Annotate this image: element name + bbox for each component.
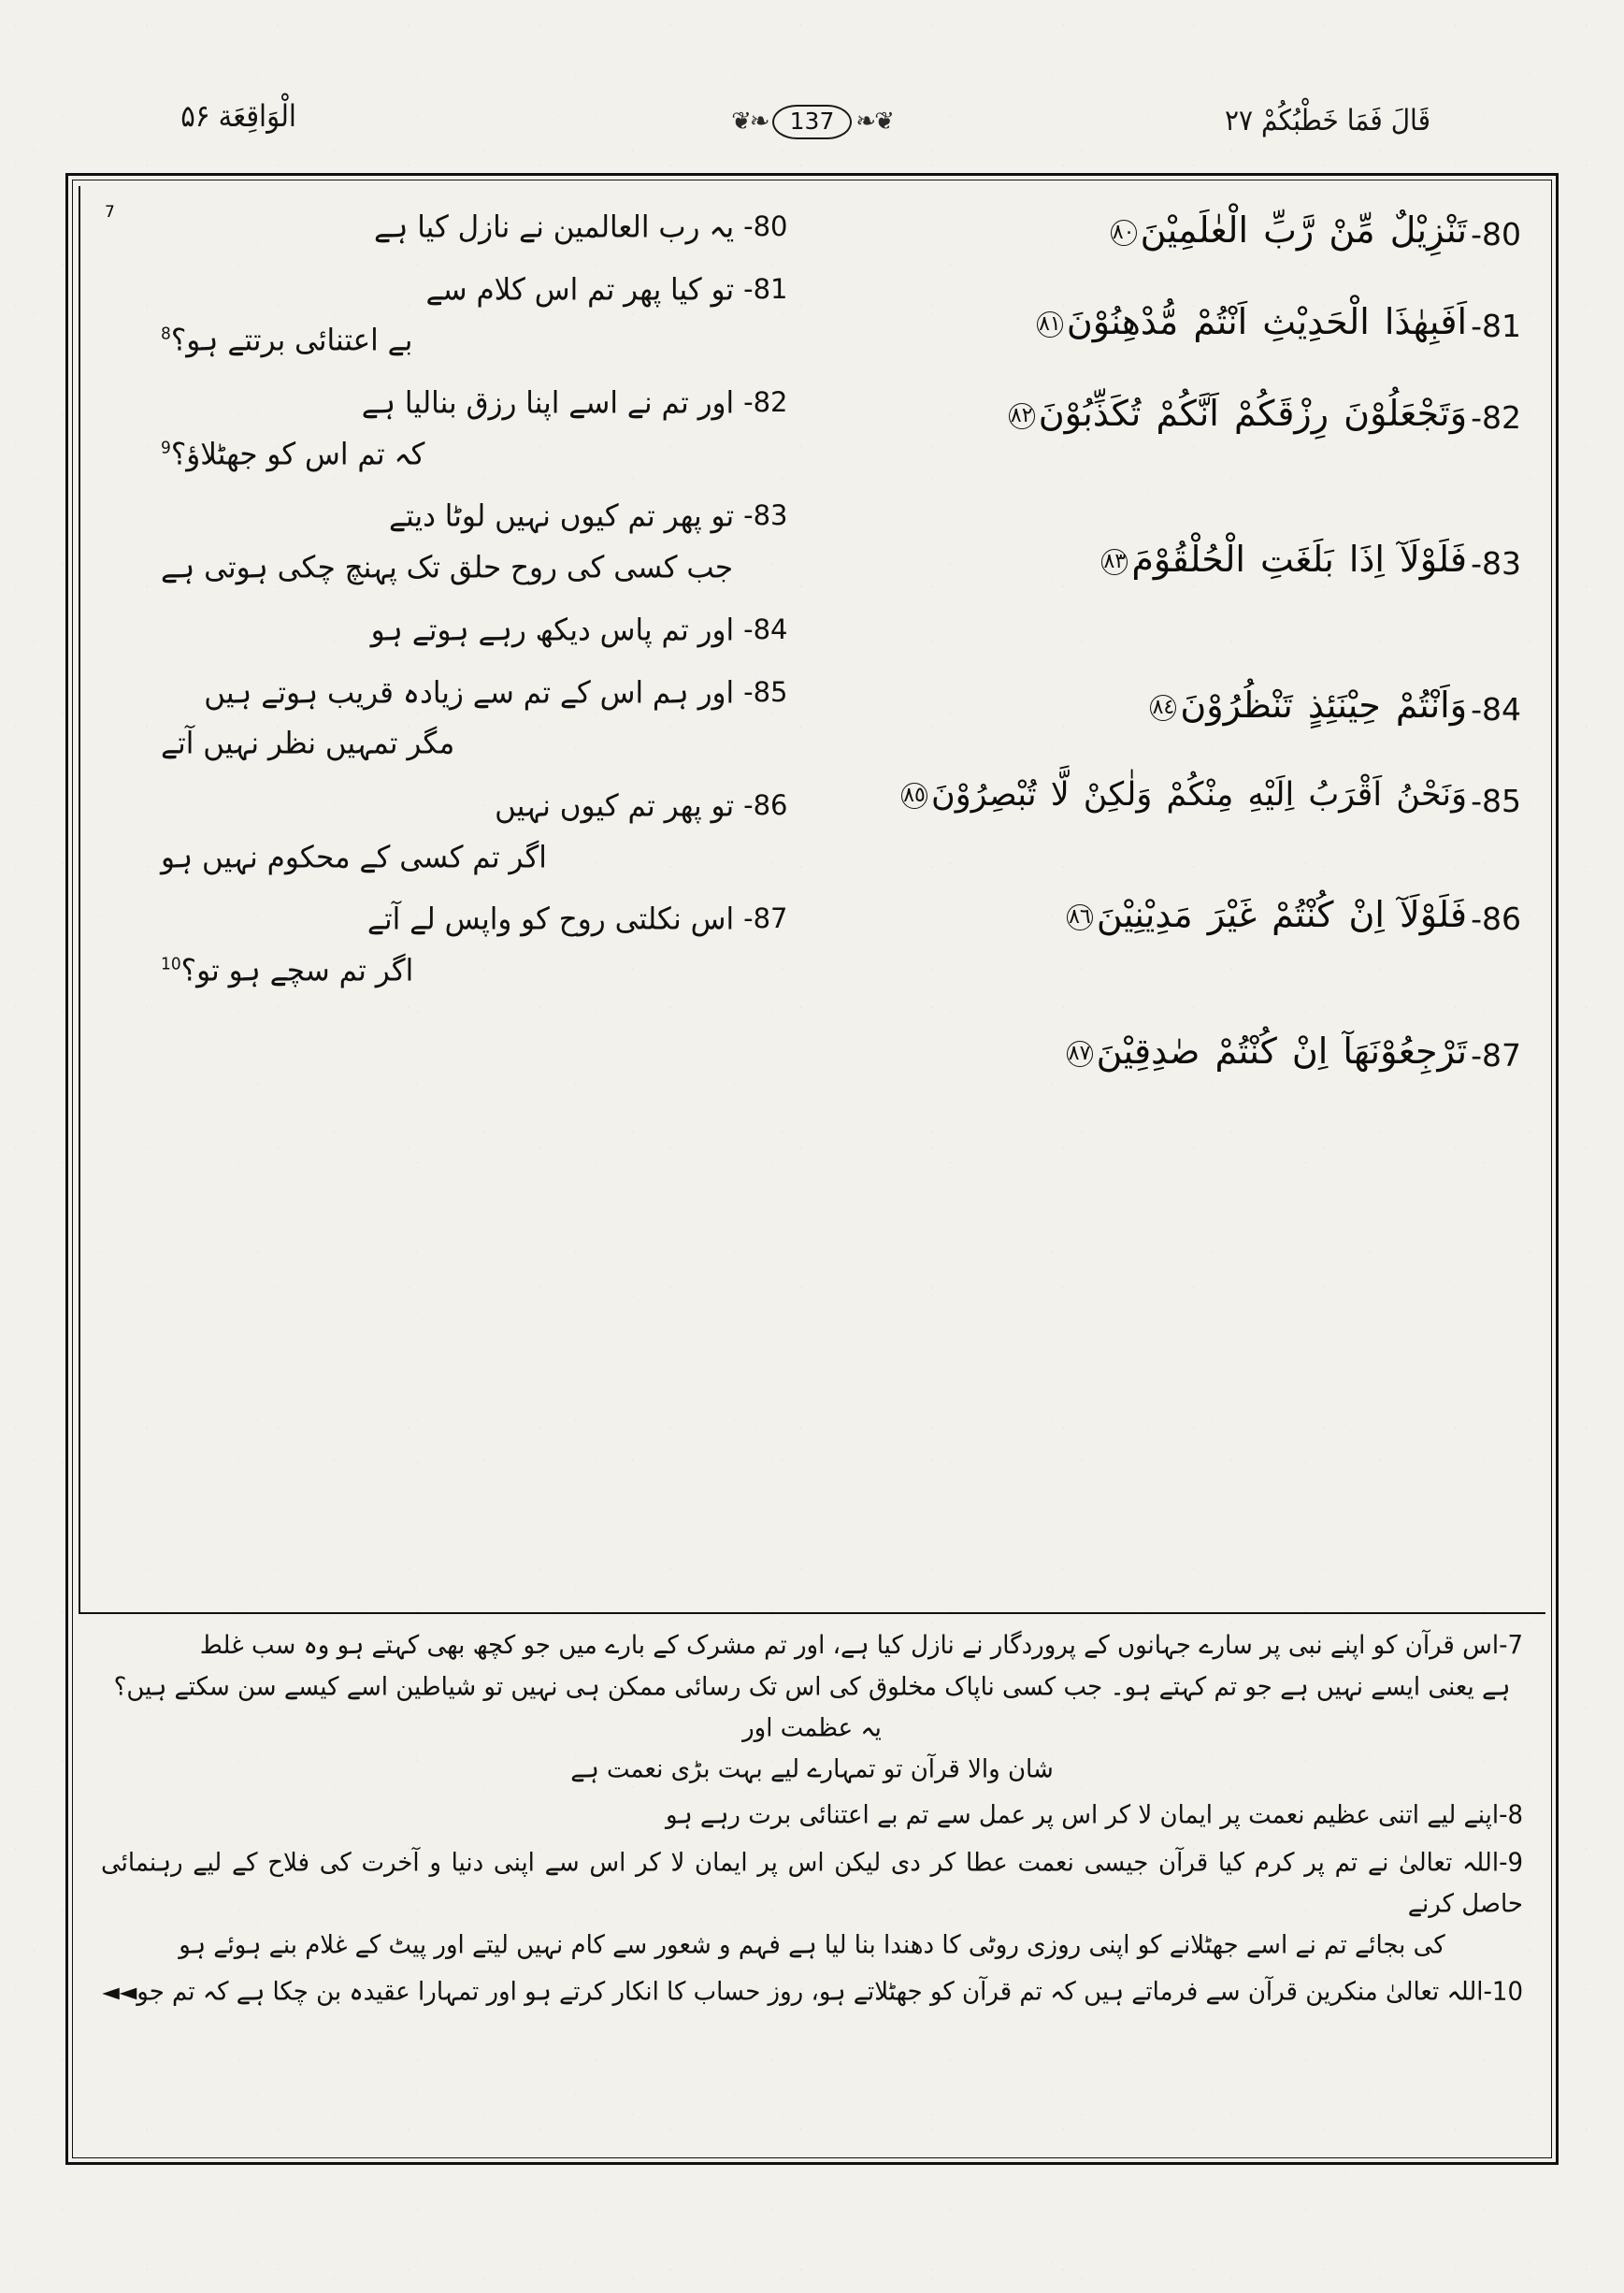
footnote-ref[interactable]: 8 xyxy=(161,324,171,345)
arabic-verse-number: 87 xyxy=(1482,1037,1521,1074)
footnote-item xyxy=(101,1841,1523,1966)
content-frame-inner xyxy=(72,180,1552,2158)
translation-column xyxy=(79,186,812,1612)
footnote-text: اس قرآن کو اپنے نبی پر سارے جہانوں کے پروردگار نے نازل کیا ہے، اور تم مشرک کے بارے میں جو کچھ بھی کہتے ہو وہ سب غلط xyxy=(199,1631,1500,1661)
translation-text-cont: بے اعتنائی برتتے ہو؟$^8$ xyxy=(161,323,413,359)
footnote-item xyxy=(101,1795,1523,1836)
page-number: 137 xyxy=(772,105,853,139)
translation-block: 81 - تو کیا پھر تم اس کلام سے بے اعتنائی برتتے ہو؟$^8$ xyxy=(105,266,788,366)
content-frame xyxy=(65,173,1559,2165)
verse-area xyxy=(79,186,1545,1612)
arabic-verse-number: 86 xyxy=(1482,901,1521,937)
arabic-verse-text: فَلَوْلَآ اِنْ كُنْتُمْ غَيْرَ مَدِيْنِيْنَ٨٦ xyxy=(837,887,1472,943)
footnote-text: اپنے لیے اتنی عظیم نعمت پر ایمان لا کر اس پر عمل سے تم بے اعتنائی برت رہے ہو xyxy=(665,1800,1500,1831)
translation-text: تو پھر تم کیوں نہیں xyxy=(495,787,735,824)
translation-verse-number: 84 xyxy=(753,613,788,645)
arabic-verse-text: تَرْجِعُوْنَهَآ اِنْ كُنْتُمْ صٰدِقِيْنَ٨٧ xyxy=(837,1024,1472,1079)
arabic-verse-row: 85 - وَنَحْنُ اَقْرَبُ اِلَيْهِ مِنْكُمْ وَلٰكِنْ لَّا تُبْصِرُوْنَ٨٥ xyxy=(837,770,1522,882)
arabic-verse-number: 80 xyxy=(1482,216,1521,252)
arabic-verse-row: 87 - تَرْجِعُوْنَهَآ اِنْ كُنْتُمْ صٰدِقِيْنَ٨٧ xyxy=(837,1024,1522,1110)
ayah-marker-icon: ٨٥ xyxy=(901,783,927,809)
translation-block: 84 - اور تم پاس دیکھ رہے ہوتے ہو xyxy=(105,606,788,656)
ayah-marker-icon: ٨٧ xyxy=(1067,1041,1093,1067)
translation-text: یہ رب العالمین نے نازل کیا ہے xyxy=(374,209,735,245)
translation-verse-number: 82 xyxy=(753,386,788,419)
footnote-ref[interactable]: 7 xyxy=(105,203,115,222)
arabic-column xyxy=(812,186,1546,1612)
footnote-item xyxy=(101,1625,1523,1791)
footnote-marker: 10- xyxy=(1483,1977,1523,2007)
arabic-verse-text: فَلَوْلَآ اِذَا بَلَغَتِ الْحُلْقُوْمَ٨٣ xyxy=(837,532,1472,587)
page-number-group xyxy=(677,95,948,148)
ornament-right-icon: ❧❦ xyxy=(731,108,769,136)
translation-text: تو کیا پھر تم اس کلام سے xyxy=(425,271,735,308)
ayah-marker-icon: ٨٤ xyxy=(1150,695,1176,721)
arabic-verse-row: 82 - وَتَجْعَلُوْنَ رِزْقَكُمْ اَنَّكُمْ تُكَذِّبُوْنَ٨٢ xyxy=(837,386,1522,526)
arabic-verse-text: وَتَجْعَلُوْنَ رِزْقَكُمْ اَنَّكُمْ تُكَذِّبُوْنَ٨٢ xyxy=(837,386,1472,441)
footnote-text-cont: شان والا قرآن تو تمہارے لیے بہت بڑی نعمت ہے xyxy=(570,1754,1054,1785)
translation-text: اور ہم اس کے تم سے زیادہ قریب ہوتے ہیں xyxy=(204,674,735,711)
header-surah-title: الْوَاقِعَة ۵۶ xyxy=(180,97,296,134)
translation-text: تو پھر تم کیوں نہیں لوٹا دیتے xyxy=(388,498,735,535)
translation-text-cont: اگر تم سچے ہو تو؟$^{10}$ xyxy=(161,953,414,988)
translation-text-cont: جب کسی کی روح حلق تک پہنچ چکی ہوتی ہے xyxy=(161,550,733,586)
footnote-item xyxy=(101,1971,1523,2012)
arabic-verse-row: 83 - فَلَوْلَآ اِذَا بَلَغَتِ الْحُلْقُوْمَ٨٣ xyxy=(837,532,1522,672)
translation-verse-number: 87 xyxy=(753,902,788,935)
translation-verse-number: 80 xyxy=(753,210,788,242)
translation-block: 86 - تو پھر تم کیوں نہیں اگر تم کسی کے محکوم نہیں ہو xyxy=(105,782,788,882)
footnote-marker: 9- xyxy=(1499,1847,1523,1878)
arabic-verse-row: 81 - اَفَبِهٰذَا الْحَدِيْثِ اَنْتُمْ مُّدْهِنُوْنَ٨١ xyxy=(837,295,1522,381)
ornament-left-icon: ❦❧ xyxy=(855,108,893,136)
footnote-text-cont: ہے یعنی ایسے نہیں ہے جو تم کہتے ہو۔ جب کسی ناپاک مخلوق کی اس تک رسائی ممکن ہی نہیں تو شیاطین اسے کیسے سن سکتے ہیں؟ یہ عظمت اور xyxy=(113,1672,1511,1744)
arabic-verse-text: وَنَحْنُ اَقْرَبُ اِلَيْهِ مِنْكُمْ وَلٰكِنْ لَّا تُبْصِرُوْنَ٨٥ xyxy=(837,770,1472,820)
translation-block: 80 - یہ رب العالمین نے نازل کیا ہے 7 xyxy=(105,203,788,252)
ayah-marker-icon: ٨٠ xyxy=(1111,220,1137,246)
translation-block: 83 - تو پھر تم کیوں نہیں لوٹا دیتے جب کسی کی روح حلق تک پہنچ چکی ہوتی ہے xyxy=(105,492,788,592)
footnotes-section xyxy=(80,1618,1544,2152)
translation-verse-number: 86 xyxy=(753,788,788,821)
arabic-verse-number: 81 xyxy=(1482,308,1521,344)
footnote-text: اللہ تعالیٰ نے تم پر کرم کیا قرآن جیسی نعمت عطا کر دی لیکن اس پر ایمان لا کر اس سے اپنی دنیا و آخرت کی فلاح کے لیے رہنمائی حاصل کرنے xyxy=(101,1847,1523,1919)
ayah-marker-icon: ٨١ xyxy=(1037,311,1063,338)
ayah-marker-icon: ٨٣ xyxy=(1101,549,1128,575)
ayah-marker-icon: ٨٢ xyxy=(1009,403,1035,429)
arabic-verse-number: 85 xyxy=(1482,783,1521,819)
arabic-verse-row: 86 - فَلَوْلَآ اِنْ كُنْتُمْ غَيْرَ مَدِيْنِيْنَ٨٦ xyxy=(837,887,1522,1018)
footnote-marker: 8- xyxy=(1499,1800,1523,1831)
arabic-verse-number: 83 xyxy=(1482,545,1521,582)
footnote-ref[interactable]: 9 xyxy=(161,438,171,458)
footnote-text-cont: کی بجائے تم نے اسے جھٹلانے کو اپنی روزی روٹی کا دھندا بنا لیا ہے فہم و شعور سے کام نہیں لیتے اور پیٹ کے غلام بنے ہوئے ہو xyxy=(179,1930,1445,1960)
footnote-text: اللہ تعالیٰ منکرین قرآن سے فرماتے ہیں کہ تم قرآن کو جھٹلاتے ہو، روز حساب کا انکار کرتے ہو اور تمہارا عقیدہ بن چکا ہے کہ تم جو xyxy=(137,1977,1484,2007)
translation-text: اور تم نے اسے اپنا رزق بنالیا ہے xyxy=(361,385,735,421)
ayah-marker-icon: ٨٦ xyxy=(1067,904,1093,930)
footnote-ref[interactable]: 10 xyxy=(161,954,181,974)
arabic-verse-text: وَاَنْتُمْ حِيْنَئِذٍ تَنْظُرُوْنَ٨٤ xyxy=(837,678,1472,733)
translation-block: 85 - اور ہم اس کے تم سے زیادہ قریب ہوتے ہیں مگر تمہیں نظر نہیں آتے xyxy=(105,669,788,769)
translation-verse-number: 85 xyxy=(753,675,788,708)
arabic-verse-row: 84 - وَاَنْتُمْ حِيْنَئِذٍ تَنْظُرُوْنَ٨٤ xyxy=(837,678,1522,764)
footnote-divider xyxy=(79,1612,1545,1614)
arabic-verse-row: 80 - تَنْزِيْلٌ مِّنْ رَّبِّ الْعٰلَمِيْنَ٨٠ xyxy=(837,203,1522,289)
translation-text-cont: اگر تم کسی کے محکوم نہیں ہو xyxy=(161,839,547,875)
arabic-verse-text: اَفَبِهٰذَا الْحَدِيْثِ اَنْتُمْ مُّدْهِنُوْنَ٨١ xyxy=(837,295,1472,350)
translation-block: 82 - اور تم نے اسے اپنا رزق بنالیا ہے کہ تم اس کو جھٹلاؤ؟$^9$ xyxy=(105,379,788,479)
translation-text: اس نکلتی روح کو واپس لے آتے xyxy=(366,901,735,938)
continuation-arrow-icon: ◄◄ xyxy=(102,1978,137,2006)
page-header xyxy=(65,97,1559,166)
arabic-verse-number: 82 xyxy=(1482,399,1521,436)
translation-text: اور تم پاس دیکھ رہے ہوتے ہو xyxy=(370,612,735,648)
arabic-verse-number: 84 xyxy=(1482,691,1521,728)
translation-verse-number: 83 xyxy=(753,499,788,532)
translation-block: 87 - اس نکلتی روح کو واپس لے آتے اگر تم سچے ہو تو؟$^{10}$ xyxy=(105,895,788,995)
arabic-verse-text: تَنْزِيْلٌ مِّنْ رَّبِّ الْعٰلَمِيْنَ٨٠ xyxy=(837,203,1472,258)
translation-text-cont: کہ تم اس کو جھٹلاؤ؟$^9$ xyxy=(161,436,425,472)
header-juz-title: قَالَ فَمَا خَطْبُكُمْ ۲۷ xyxy=(1225,103,1430,137)
translation-text-cont: مگر تمہیں نظر نہیں آتے xyxy=(161,726,455,762)
footnote-marker: 7- xyxy=(1499,1631,1523,1661)
translation-verse-number: 81 xyxy=(753,272,788,305)
